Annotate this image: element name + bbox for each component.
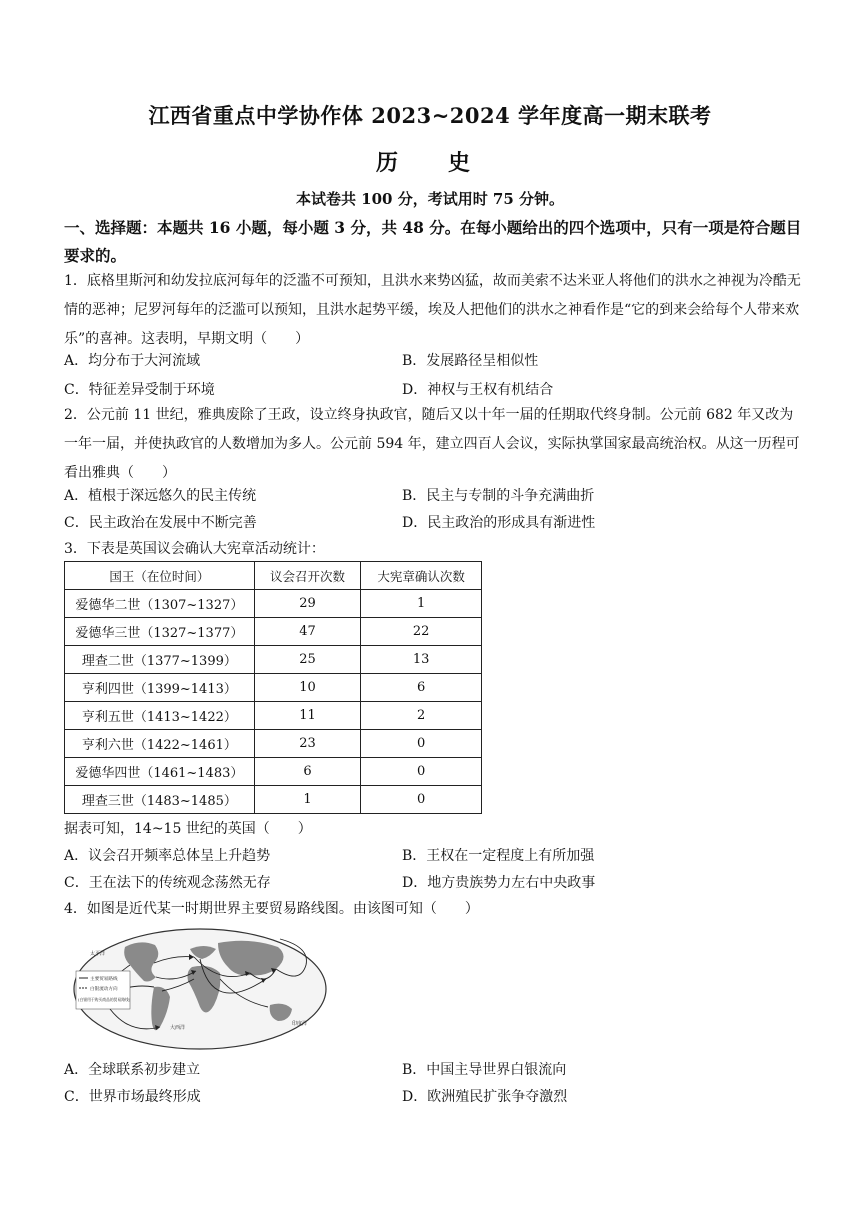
table-cell: 亨利六世（1422~1461）: [65, 730, 255, 758]
table-cell: 13: [361, 646, 482, 674]
table-row: [65, 674, 482, 702]
table-cell: 爱德华三世（1327~1377）: [65, 618, 255, 646]
table-row: [65, 590, 482, 618]
table-cell: 爱德华二世（1307~1327）: [65, 590, 255, 618]
q1-option-c[interactable]: C．特征差异受制于环境: [64, 382, 215, 398]
q2-option-a[interactable]: A．植根于深远悠久的民主传统: [64, 488, 257, 504]
world-trade-route-map: [70, 925, 330, 1053]
q2-option-c[interactable]: C．民主政治在发展中不断完善: [64, 515, 257, 531]
q3-option-a[interactable]: A．议会召开频率总体呈上升趋势: [64, 848, 271, 864]
table-cell: 22: [361, 618, 482, 646]
question-1-stem: 1．底格里斯河和幼发拉底河每年的泛滥不可预知，且洪水来势凶猛，故而美索不达米亚人将他们的洪水之神视为冷酷无情的恶神；尼罗河每年的泛滥可以预知，且洪水起势平缓，埃及人把他们的洪水之神看作是“它的到来会给每个人带来欢乐”的喜神。这表明，早期文明（ ）: [64, 273, 801, 347]
table-row: [65, 730, 482, 758]
q1-option-a[interactable]: A．均分布于大河流域: [64, 353, 201, 369]
table-cell: 亨利五世（1413~1422）: [65, 702, 255, 730]
table-cell: 理查三世（1483~1485）: [65, 786, 255, 814]
q4-option-d[interactable]: D．欧洲殖民扩张争夺激烈: [402, 1089, 568, 1105]
table-cell: 6: [361, 674, 482, 702]
section-heading: 一、选择题：本题共 16 小题，每小题 3 分，共 48 分。在每小题给出的四个选项中，只有一项是符合题目要求的。: [64, 218, 802, 265]
map-label-indian: 印度洋: [292, 1021, 308, 1027]
table-header-row: [65, 562, 482, 590]
table-cell: 1: [254, 786, 361, 814]
table-cell: 爱德华四世（1461~1483）: [65, 758, 255, 786]
table-cell: 47: [254, 618, 361, 646]
table-row: [65, 758, 482, 786]
table-cell: 25: [254, 646, 361, 674]
question-3-prompt: 据表可知，14~15 世纪的英国（ ）: [64, 821, 312, 837]
q1-option-d[interactable]: D．神权与王权有机结合: [402, 382, 554, 398]
legend-label-3: (白银用于购买商品的贸易路线): [78, 997, 131, 1002]
q4-option-c[interactable]: C．世界市场最终形成: [64, 1089, 201, 1105]
question-3-stem: 3．下表是英国议会确认大宪章活动统计：: [64, 541, 325, 557]
exam-note: 本试卷共 100 分，考试用时 75 分钟。: [295, 190, 565, 208]
table-header-cell: 议会召开次数: [254, 562, 361, 590]
subject-title: 历 史: [375, 150, 484, 176]
map-label-pacific: 太平洋: [90, 951, 106, 957]
question-4-stem: 4．如图是近代某一时期世界主要贸易路线图。由该图可知（ ）: [64, 901, 479, 917]
table-cell: 0: [361, 758, 482, 786]
table-cell: 11: [254, 702, 361, 730]
table-row: [65, 618, 482, 646]
table-cell: 亨利四世（1399~1413）: [65, 674, 255, 702]
table-row: [65, 786, 482, 814]
exam-title: 江西省重点中学协作体 2023~2024 学年度高一期末联考: [148, 103, 712, 128]
legend-label-1: 主要贸易路线: [90, 977, 118, 982]
q3-option-d[interactable]: D．地方贵族势力左右中央政事: [402, 875, 596, 891]
q2-option-b[interactable]: B．民主与专制的斗争充满曲折: [402, 488, 595, 504]
table-cell: 10: [254, 674, 361, 702]
table-cell: 23: [254, 730, 361, 758]
map-label-atlantic: 大西洋: [170, 1025, 186, 1031]
question-2-stem: 2．公元前 11 世纪，雅典废除了王政，设立终身执政官，随后又以十年一届的任期取代终身制。公元前 682 年又改为一年一届，并使执政官的人数增加为多人。公元前 594 年，建立四百人会议，实际执掌国家最高统治权。从这一历程可看出雅典（ ）: [64, 407, 800, 481]
table-cell: 0: [361, 730, 482, 758]
table-cell: 2: [361, 702, 482, 730]
table-cell: 6: [254, 758, 361, 786]
q4-option-b[interactable]: B．中国主导世界白银流向: [402, 1062, 567, 1078]
magna-carta-table: [64, 561, 482, 814]
table-header-cell: 国王（在位时间）: [65, 562, 255, 590]
table-cell: 0: [361, 786, 482, 814]
table-cell: 1: [361, 590, 482, 618]
table-row: [65, 702, 482, 730]
table-cell: 29: [254, 590, 361, 618]
q2-option-d[interactable]: D．民主政治的形成具有渐进性: [402, 515, 596, 531]
q4-option-a[interactable]: A．全球联系初步建立: [64, 1062, 201, 1078]
q3-option-b[interactable]: B．王权在一定程度上有所加强: [402, 848, 595, 864]
table-cell: 理查二世（1377~1399）: [65, 646, 255, 674]
table-header-cell: 大宪章确认次数: [361, 562, 482, 590]
q1-option-b[interactable]: B．发展路径呈相似性: [402, 353, 539, 369]
legend-label-2: 白银流动方向: [90, 987, 118, 992]
table-row: [65, 646, 482, 674]
q3-option-c[interactable]: C．王在法下的传统观念荡然无存: [64, 875, 271, 891]
